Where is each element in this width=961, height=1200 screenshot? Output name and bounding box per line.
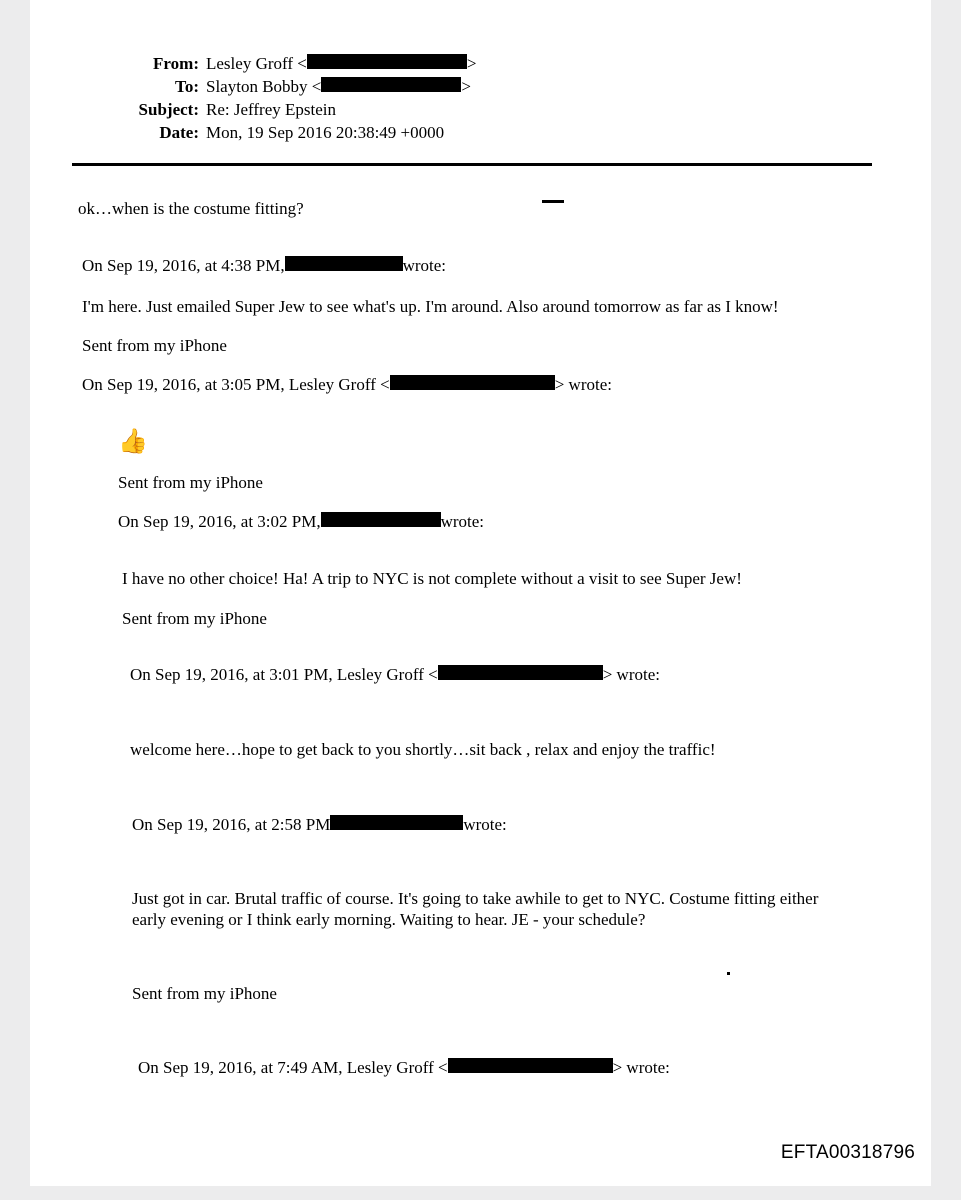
header-row-date <box>78 121 888 144</box>
email-header <box>78 52 888 144</box>
quote1-attribution <box>82 255 446 276</box>
quote6-prefix: On Sep 19, 2016, at 7:49 AM, Lesley Groff < <box>138 1058 448 1077</box>
header-row-from <box>78 52 888 75</box>
redaction-bar-quote1 <box>285 256 403 271</box>
header-value-from <box>206 52 476 75</box>
header-to-text: Slayton Bobby < <box>206 77 322 96</box>
redaction-bar-quote5 <box>330 815 463 830</box>
quote5-text: Just got in car. Brutal traffic of course. It's going to take awhile to get to NYC. Costume fitting either early evening or I think early morning. Waiting to hear. JE - your schedule? <box>132 889 819 929</box>
redaction-bar-quote6 <box>448 1058 613 1073</box>
quote3-attribution <box>118 511 484 532</box>
quote6-attribution <box>138 1057 670 1078</box>
quote5-suffix: wrote: <box>463 815 507 834</box>
quote6-suffix: > wrote: <box>612 1058 670 1077</box>
document-page <box>30 0 931 1186</box>
quote1-prefix: On Sep 19, 2016, at 4:38 PM, <box>82 256 285 275</box>
header-date-text: Mon, 19 Sep 2016 20:38:49 +0000 <box>206 123 445 142</box>
redaction-bar-quote3 <box>321 512 441 527</box>
header-label-from: From: <box>153 54 199 73</box>
header-from-text: Lesley Groff < <box>206 54 307 73</box>
header-value-to <box>206 75 471 98</box>
quote4-attribution <box>130 664 660 685</box>
quote3-prefix: On Sep 19, 2016, at 3:02 PM, <box>118 512 321 531</box>
quote3-suffix: wrote: <box>440 512 485 531</box>
header-value-subject <box>206 98 336 121</box>
quote2-attribution <box>82 374 612 395</box>
redaction-bar-from <box>307 54 467 69</box>
quote2-signature: Sent from my iPhone <box>118 473 263 492</box>
quote1-text: I'm here. Just emailed Super Jew to see what's up. I'm around. Also around tomorrow as far as I know! <box>82 297 779 316</box>
header-label-to: To: <box>175 77 199 96</box>
dash-mark <box>542 200 564 203</box>
page-content <box>30 0 931 1186</box>
quote1-suffix: wrote: <box>402 256 447 275</box>
quote4-prefix: On Sep 19, 2016, at 3:01 PM, Lesley Groff < <box>130 665 438 684</box>
quote5-prefix: On Sep 19, 2016, at 2:58 PM <box>132 815 331 834</box>
quote5-attribution <box>132 814 507 835</box>
redaction-bar-quote4 <box>438 665 603 680</box>
header-from-suffix: > <box>466 54 477 73</box>
header-row-to <box>78 75 888 98</box>
quote4-suffix: > wrote: <box>602 665 660 684</box>
header-subject-text: Re: Jeffrey Epstein <box>206 100 336 119</box>
redaction-bar-to <box>321 77 461 92</box>
redaction-bar-quote2 <box>390 375 555 390</box>
bates-number: EFTA00318796 <box>780 1142 915 1163</box>
thumbs-up-icon: 👍 <box>118 429 148 455</box>
quote1-signature: Sent from my iPhone <box>82 336 227 355</box>
header-divider <box>72 163 872 166</box>
header-label-subject: Subject: <box>138 100 199 119</box>
reply-text: ok…when is the costume fitting? <box>78 199 304 218</box>
header-to-suffix: > <box>461 77 471 96</box>
quote5-signature: Sent from my iPhone <box>132 984 277 1003</box>
quote3-signature: Sent from my iPhone <box>122 609 267 628</box>
header-value-date <box>206 121 444 144</box>
quote2-suffix: > wrote: <box>554 375 612 394</box>
header-row-subject <box>78 98 888 121</box>
quote4-text: welcome here…hope to get back to you shortly…sit back , relax and enjoy the traffic! <box>130 740 716 759</box>
quote3-text: I have no other choice! Ha! A trip to NYC is not complete without a visit to see Super Jew! <box>122 569 742 588</box>
header-label-date: Date: <box>159 123 199 142</box>
stray-dot <box>727 972 730 975</box>
quote2-prefix: On Sep 19, 2016, at 3:05 PM, Lesley Groff < <box>82 375 390 394</box>
